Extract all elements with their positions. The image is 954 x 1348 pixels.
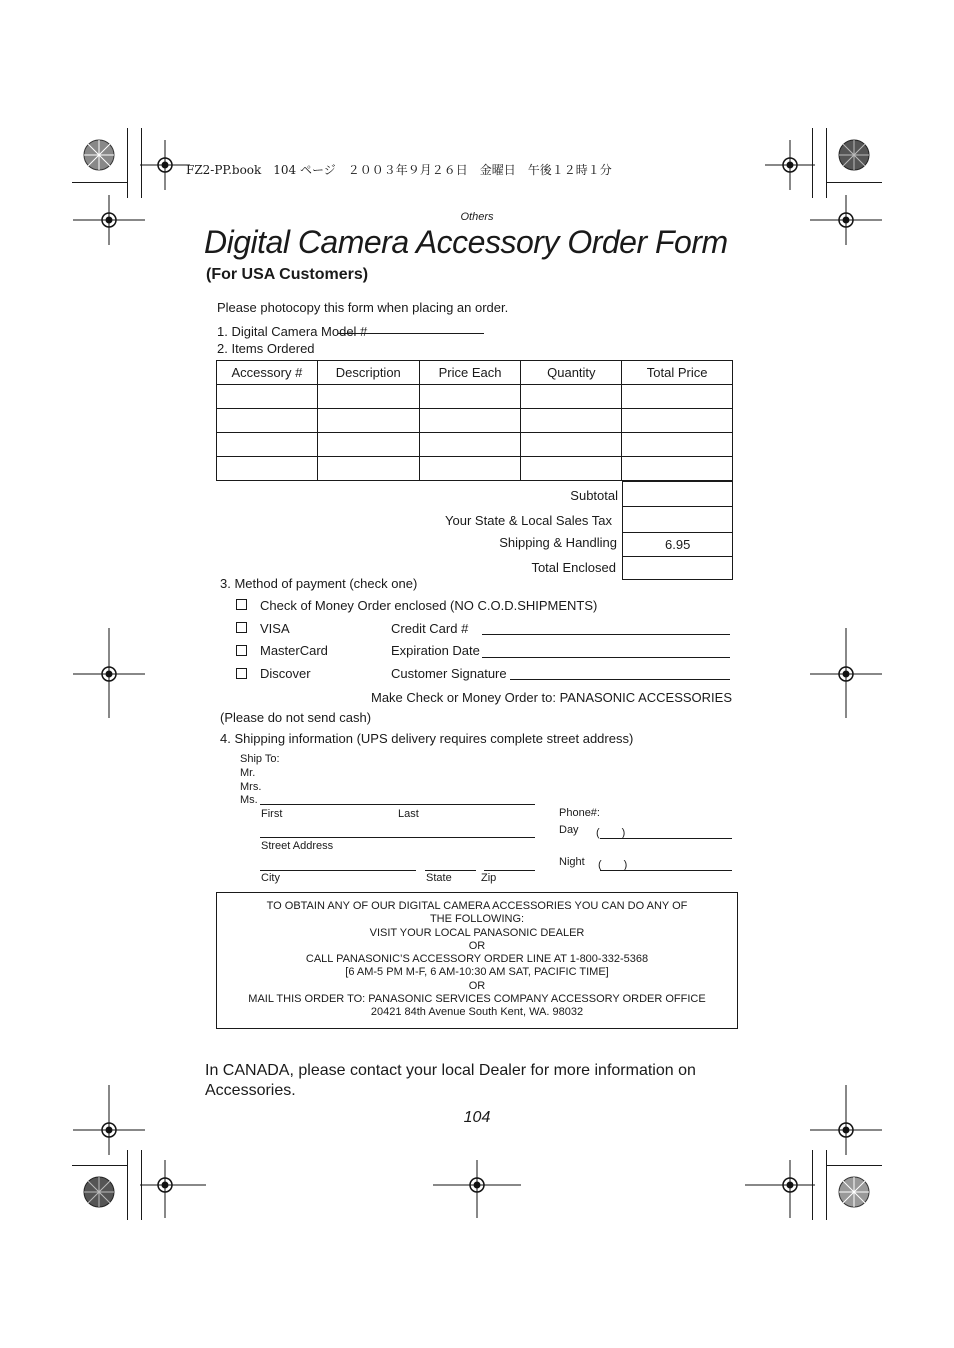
column-header: Price Each [419,361,521,385]
shipping-value: 6.95 [665,537,691,552]
visa-checkbox[interactable] [236,622,247,633]
night-phone-input-line[interactable] [600,870,732,871]
shipping-info-label: 4. Shipping information (UPS delivery requires complete street address) [220,731,634,746]
zip-label: Zip [481,872,497,884]
column-header: Total Price [622,361,733,385]
info-line: [6 AM-5 PM M-F, 6 AM-10:30 AM SAT, PACIFIC TIME] [345,966,609,979]
expiration-input-line[interactable] [482,657,730,658]
street-label: Street Address [261,840,334,852]
shipping-box [622,532,733,557]
tax-box[interactable] [622,506,733,533]
section-label: Others [460,211,494,223]
table-cell[interactable] [217,385,318,409]
last-name-label: Last [398,808,419,820]
color-target-icon [838,1176,870,1208]
visa-label: VISA [260,621,290,636]
column-header: Accessory # [217,361,318,385]
info-line: 20421 84th Avenue South Kent, WA. 98032 [370,1006,584,1019]
zip-input-line[interactable] [484,870,535,871]
signature-input-line[interactable] [510,679,730,680]
mastercard-checkbox[interactable] [236,645,247,656]
color-target-icon [83,1176,115,1208]
table-cell[interactable] [622,409,733,433]
table-cell[interactable] [521,457,622,481]
registration-mark-icon [745,1160,815,1218]
canada-note: In CANADA, please contact your local Dealer for more information on Accessories. [205,1062,696,1099]
tax-label: Your State & Local Sales Tax [445,513,612,528]
subtotal-box[interactable] [622,481,733,507]
table-header-row [217,361,733,385]
info-line: VISIT YOUR LOCAL PANASONIC DEALER [369,926,585,939]
night-area-code: ( ) [598,859,628,871]
mrs-label: Mrs. [240,781,262,793]
first-name-label: First [261,808,283,820]
subtotal-label: Subtotal [570,488,618,503]
make-check-text: Make Check or Money Order to: PANASONIC ACCESSORIES [371,690,732,705]
ship-to-label: Ship To: [240,753,280,765]
order-info-box [216,892,738,1029]
night-label: Night [559,856,585,868]
page-title: Digital Camera Accessory Order Form [204,224,728,260]
table-cell[interactable] [521,385,622,409]
name-input-line[interactable] [260,804,535,805]
table-row [217,409,733,433]
city-label: City [261,872,280,884]
registration-mark-icon [140,1160,206,1218]
info-line: CALL PANASONIC’S ACCESSORY ORDER LINE AT 1-800-332-5368 [305,953,649,966]
items-label: 2. Items Ordered [217,341,315,356]
registration-mark-icon [765,140,815,190]
intro-text: Please photocopy this form when placing an order. [217,300,509,315]
registration-mark-icon [810,628,882,718]
table-cell[interactable] [622,457,733,481]
expiration-label: Expiration Date [391,643,480,658]
check-option-label: Check of Money Order enclosed (NO C.O.D.SHIPMENTS) [260,598,598,613]
info-line: TO OBTAIN ANY OF OUR DIGITAL CAMERA ACCESSORIES YOU CAN DO ANY OF [266,900,688,912]
street-input-line[interactable] [260,837,535,838]
table-row [217,433,733,457]
model-label: 1. Digital Camera Model # [217,324,368,339]
credit-card-input-line[interactable] [482,634,730,635]
ms-label: Ms. [240,794,258,806]
table-cell[interactable] [419,385,521,409]
day-phone-input-line[interactable] [600,838,732,839]
info-line: OR [468,939,486,952]
table-cell[interactable] [317,457,419,481]
table-cell[interactable] [622,385,733,409]
table-cell[interactable] [622,433,733,457]
info-line: MAIL THIS ORDER TO: PANASONIC SERVICES COMPANY ACCESSORY ORDER OFFICE [248,993,706,1006]
print-header: FZ2-PP.book 104 ページ ２００３年９月２６日 金曜日 午後１２時１分 [186,163,612,177]
info-line: OR [468,979,486,992]
total-box[interactable] [622,556,733,580]
table-cell[interactable] [521,409,622,433]
no-cash-text: (Please do not send cash) [220,710,372,725]
table-cell[interactable] [317,385,419,409]
table-cell[interactable] [419,433,521,457]
color-target-icon [838,139,870,171]
table-cell[interactable] [521,433,622,457]
credit-card-label: Credit Card # [391,621,469,636]
day-area-code: ( ) [596,827,626,839]
signature-label: Customer Signature [391,666,507,681]
discover-checkbox[interactable] [236,668,247,679]
table-cell[interactable] [317,433,419,457]
table-cell[interactable] [217,433,318,457]
table-cell[interactable] [317,409,419,433]
model-input-line[interactable] [338,333,484,334]
items-table [216,360,733,481]
mr-label: Mr. [240,767,256,779]
registration-mark-icon [73,628,145,718]
table-cell[interactable] [217,409,318,433]
table-cell[interactable] [217,457,318,481]
column-header: Quantity [521,361,622,385]
color-target-icon [83,139,115,171]
mastercard-label: MasterCard [260,643,328,658]
discover-label: Discover [260,666,311,681]
shipping-label: Shipping & Handling [499,535,617,550]
page-subtitle: (For USA Customers) [206,266,369,283]
day-label: Day [559,824,579,836]
state-input-line[interactable] [425,870,476,871]
total-label: Total Enclosed [531,560,616,575]
payment-label: 3. Method of payment (check one) [220,576,418,591]
phone-label: Phone#: [559,807,600,819]
info-line: THE FOLLOWING: [429,913,525,926]
column-header: Description [317,361,419,385]
table-row [217,385,733,409]
registration-mark-icon [433,1160,521,1218]
state-label: State [426,872,452,884]
page-number: 104 [463,1109,491,1126]
check-option-checkbox[interactable] [236,599,247,610]
registration-mark-icon [140,140,190,190]
table-row [217,457,733,481]
table-cell[interactable] [419,409,521,433]
table-cell[interactable] [419,457,521,481]
city-input-line[interactable] [260,870,416,871]
